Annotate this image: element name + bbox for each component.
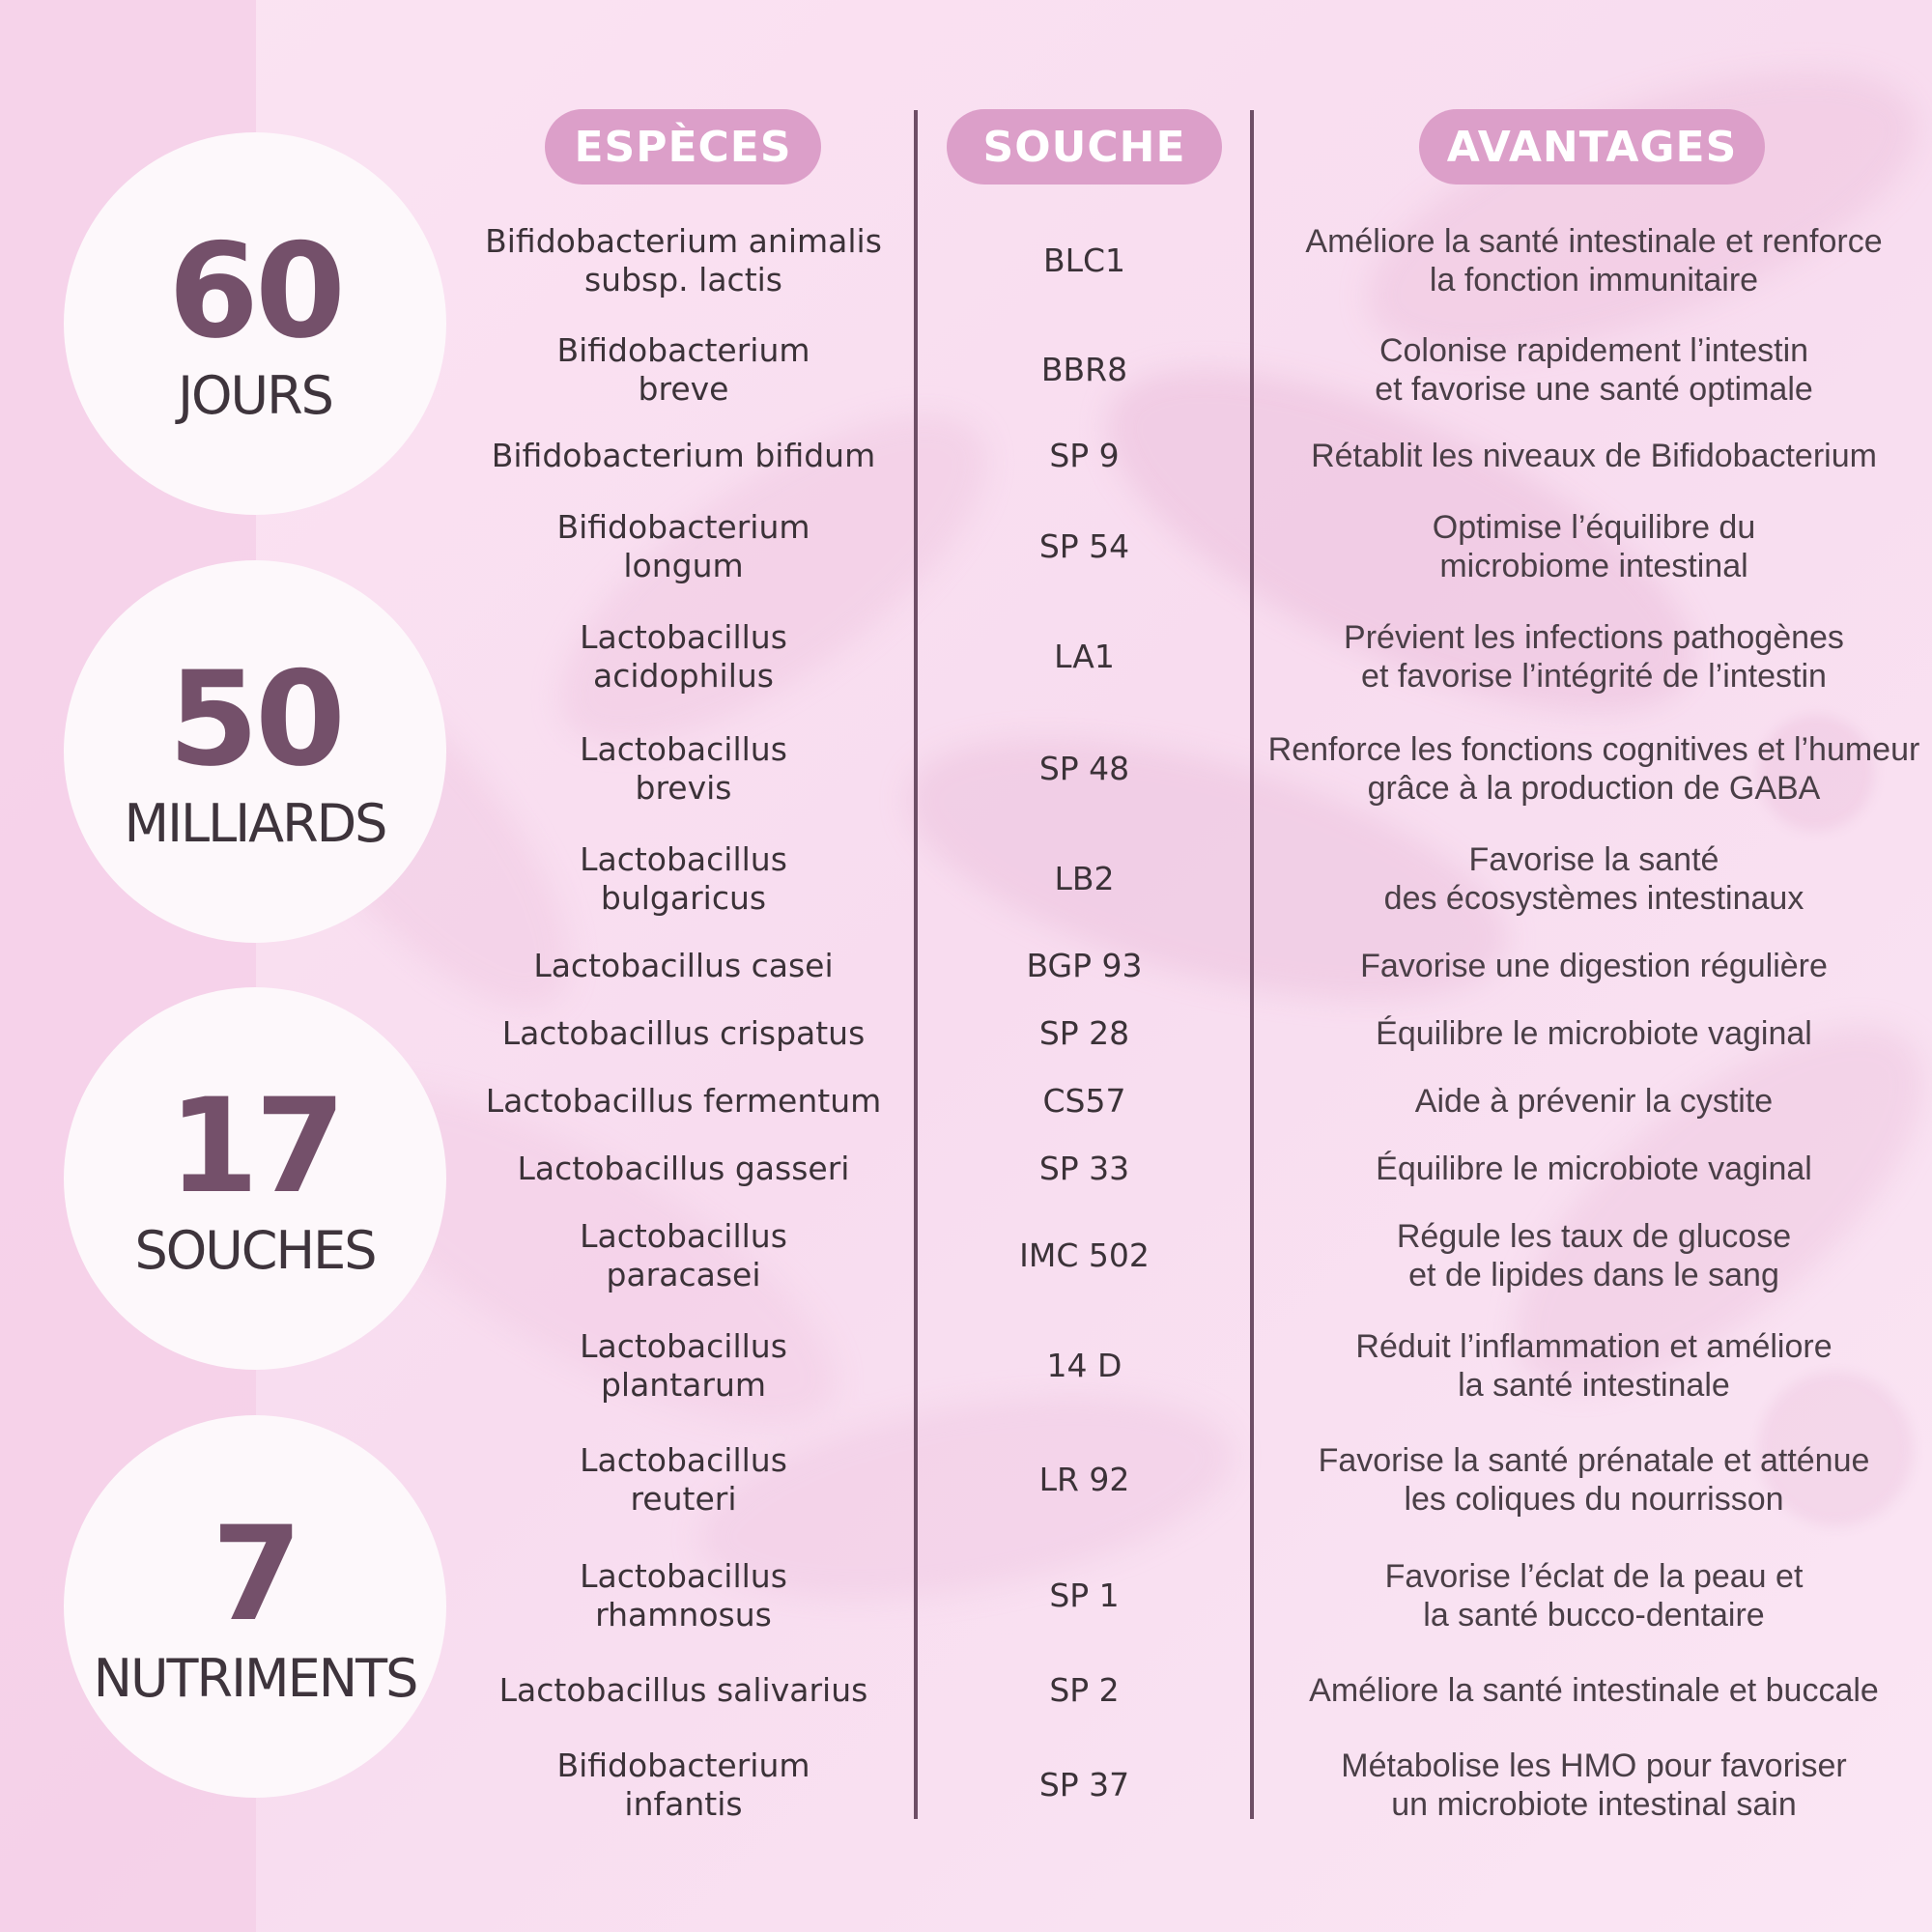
species-name-line: longum — [623, 547, 744, 584]
strain-code: BBR8 — [1040, 351, 1128, 388]
species-name-line: Bifidobacterium bifidum — [491, 437, 876, 474]
species-name-line: Lactobacillus — [580, 1441, 787, 1479]
species-name-line: Lactobacillus — [580, 1557, 787, 1595]
species-name — [473, 618, 894, 696]
species-name-line: Lactobacillus salivarius — [498, 1671, 868, 1709]
benefit-text-line: Renforce les fonctions cognitives et l’humeur — [1267, 731, 1920, 768]
species-name-line: plantarum — [600, 1366, 767, 1404]
species-name-line: Lactobacillus — [580, 618, 787, 656]
benefit-text — [1265, 1557, 1922, 1634]
species-name-line: bulgaricus — [600, 879, 767, 917]
benefit-text-line: Prévient les infections pathogènes — [1344, 619, 1844, 656]
strain-code: SP 28 — [1038, 1014, 1130, 1052]
species-name-line: Bifidobacterium animalis — [485, 222, 882, 260]
stat-number: 17 — [168, 1069, 342, 1222]
species-name-line: Lactobacillus — [580, 840, 787, 878]
benefit-text-line: des écosystèmes intestinaux — [1383, 880, 1804, 917]
species-name-line: Lactobacillus casei — [533, 947, 834, 984]
benefit-text-line: grâce à la production de GABA — [1367, 770, 1821, 807]
benefit-text-line: la fonction immunitaire — [1429, 262, 1759, 298]
strain-code: SP 54 — [1038, 527, 1130, 565]
benefit-text-line: et de lipides dans le sang — [1408, 1257, 1779, 1293]
species-name — [473, 1082, 894, 1121]
stat-circle-days — [64, 132, 446, 515]
strain-code: BLC1 — [1042, 242, 1126, 279]
species-name — [473, 437, 894, 475]
benefit-text — [1265, 1217, 1922, 1294]
benefit-text — [1265, 1441, 1922, 1519]
benefit-text-line: microbiome intestinal — [1439, 548, 1748, 584]
species-name — [473, 1150, 894, 1188]
species-name-line: Lactobacillus — [580, 1327, 787, 1365]
stat-number: 60 — [168, 214, 342, 367]
strain-code: LR 92 — [1038, 1461, 1130, 1498]
species-name — [473, 1671, 894, 1710]
benefit-text-line: Favorise la santé — [1468, 841, 1719, 878]
species-name — [473, 947, 894, 985]
column-divider-left — [914, 110, 918, 1819]
strain-code: SP 33 — [1038, 1150, 1130, 1187]
benefit-text-line: Équilibre le microbiote vaginal — [1376, 1015, 1812, 1052]
benefit-text — [1265, 1671, 1922, 1710]
strain-code: SP 9 — [1049, 437, 1120, 474]
benefit-text-line: Améliore la santé intestinale et buccale — [1309, 1672, 1879, 1709]
benefit-text — [1265, 331, 1922, 409]
strain-code: SP 1 — [1049, 1577, 1120, 1614]
species-name — [473, 508, 894, 585]
species-name — [473, 1217, 894, 1294]
column-divider-right — [1250, 110, 1254, 1819]
benefit-text — [1265, 1327, 1922, 1405]
benefit-text-line: Métabolise les HMO pour favoriser — [1341, 1747, 1847, 1784]
species-name-line: Lactobacillus fermentum — [485, 1082, 882, 1120]
species-name-line: Bifidobacterium — [556, 508, 810, 546]
benefit-text-line: la santé intestinale — [1458, 1367, 1730, 1404]
strain-code: BGP 93 — [1026, 947, 1143, 984]
benefit-text — [1265, 618, 1922, 696]
strain-code: 14 D — [1046, 1347, 1122, 1384]
strain-code: SP 37 — [1038, 1766, 1130, 1804]
strain-code: IMC 502 — [1019, 1236, 1150, 1274]
species-name-line: acidophilus — [593, 657, 774, 695]
benefit-text-line: Colonise rapidement l’intestin — [1378, 332, 1809, 369]
strain-code: LB2 — [1054, 860, 1115, 897]
stat-number: 7 — [212, 1497, 298, 1650]
stat-label: SOUCHES — [134, 1219, 376, 1281]
species-name-line: subsp. lactis — [583, 261, 782, 298]
species-name-line: reuteri — [630, 1480, 737, 1518]
species-name — [473, 1441, 894, 1519]
stat-label: MILLIARDS — [124, 792, 386, 854]
benefit-text-line: Améliore la santé intestinale et renforce — [1305, 223, 1883, 260]
benefit-text-line: Aide à prévenir la cystite — [1414, 1083, 1774, 1120]
strain-code: SP 48 — [1038, 750, 1130, 787]
benefit-text-line: Favorise l’éclat de la peau et — [1384, 1558, 1804, 1595]
species-name-line: Bifidobacterium — [556, 331, 810, 369]
species-name — [473, 1014, 894, 1053]
species-name-line: Lactobacillus — [580, 1217, 787, 1255]
strain-code: LA1 — [1054, 638, 1115, 675]
benefit-text-line: Régule les taux de glucose — [1396, 1218, 1792, 1255]
strain-code: CS57 — [1042, 1082, 1126, 1120]
header-benefits: AVANTAGES — [1419, 109, 1765, 185]
species-name-line: Lactobacillus gasseri — [517, 1150, 850, 1187]
benefit-text — [1265, 222, 1922, 299]
header-species: ESPÈCES — [545, 109, 821, 185]
species-name-line: paracasei — [606, 1256, 761, 1293]
species-name-line: rhamnosus — [595, 1596, 772, 1634]
benefit-text-line: Réduit l’inflammation et améliore — [1355, 1328, 1833, 1365]
benefit-text-line: et favorise une santé optimale — [1375, 371, 1813, 408]
stat-number: 50 — [168, 642, 342, 795]
benefit-text-line: Favorise la santé prénatale et atténue — [1318, 1442, 1870, 1479]
species-name — [473, 1747, 894, 1824]
benefit-text — [1265, 508, 1922, 585]
species-name — [473, 730, 894, 808]
stat-circle-nutrients — [64, 1415, 446, 1798]
benefit-text-line: Rétablit les niveaux de Bifidobacterium — [1311, 438, 1877, 474]
benefit-text-line: et favorise l’intégrité de l’intestin — [1361, 658, 1827, 695]
species-name-line: breve — [638, 370, 729, 408]
benefit-text-line: les coliques du nourrisson — [1404, 1481, 1784, 1518]
stat-label: NUTRIMENTS — [93, 1647, 417, 1709]
stat-circle-billions — [64, 560, 446, 943]
benefit-text — [1265, 437, 1922, 475]
benefit-text — [1265, 1747, 1922, 1824]
benefit-text-line: la santé bucco-dentaire — [1423, 1597, 1765, 1634]
benefit-text — [1265, 1014, 1922, 1053]
benefit-text — [1265, 730, 1922, 808]
stat-label: JOURS — [178, 364, 332, 426]
species-name-line: brevis — [635, 769, 732, 807]
species-name-line: Bifidobacterium — [556, 1747, 810, 1784]
benefit-text — [1265, 1082, 1922, 1121]
benefit-text-line: Favorise une digestion régulière — [1360, 948, 1828, 984]
species-name — [473, 1557, 894, 1634]
benefit-text — [1265, 947, 1922, 985]
benefit-text-line: Optimise l’équilibre du — [1432, 509, 1756, 546]
species-name-line: Lactobacillus — [580, 730, 787, 768]
benefit-text — [1265, 840, 1922, 918]
benefit-text — [1265, 1150, 1922, 1188]
species-name-line: infantis — [624, 1785, 743, 1823]
species-name — [473, 331, 894, 409]
benefit-text-line: un microbiote intestinal sain — [1391, 1786, 1797, 1823]
species-name — [473, 222, 894, 299]
species-name — [473, 1327, 894, 1405]
header-strain: SOUCHE — [947, 109, 1222, 185]
benefit-text-line: Équilibre le microbiote vaginal — [1376, 1151, 1812, 1187]
strain-code: SP 2 — [1049, 1671, 1120, 1709]
species-name-line: Lactobacillus crispatus — [501, 1014, 866, 1052]
stat-circle-strains — [64, 987, 446, 1370]
species-name — [473, 840, 894, 918]
